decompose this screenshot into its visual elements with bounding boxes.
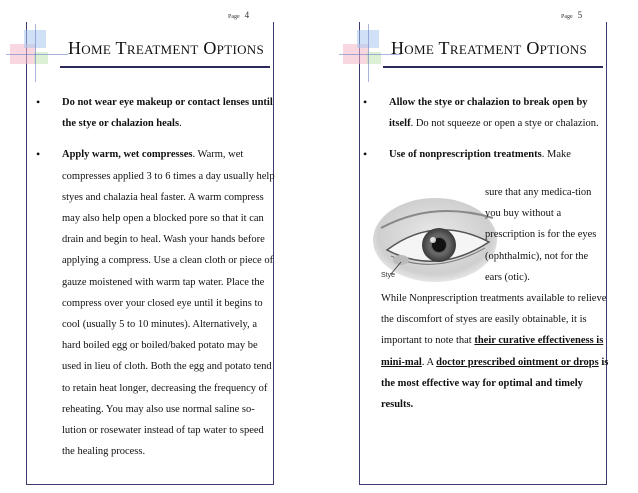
page-content xyxy=(36,92,276,472)
bullet-icon: • xyxy=(36,95,41,109)
page-label: Page xyxy=(561,14,573,20)
bullet-icon: • xyxy=(363,147,368,162)
left-page xyxy=(0,0,300,493)
page-heading: Home Treatment Options xyxy=(68,38,264,58)
bullet-bold-text: Apply warm, wet compresses xyxy=(62,149,193,161)
bullet-text: . Do not squeeze or open a stye or chalazion. xyxy=(410,118,599,130)
bullet-text: . Make xyxy=(541,149,571,161)
bullet-bold-text: Do not wear eye makeup or contact lenses until the stye or chalazion heals xyxy=(62,97,273,130)
page-number xyxy=(561,10,582,20)
list-item xyxy=(363,144,608,165)
heading-rule xyxy=(383,66,603,68)
list-item xyxy=(363,92,608,134)
emphasis-text: their curative effectiveness is mini-mal xyxy=(381,335,604,368)
decorative-squares-icon xyxy=(339,22,399,82)
paragraph-text: . A xyxy=(421,356,437,368)
right-page xyxy=(333,0,638,493)
page-label: Page xyxy=(228,14,240,20)
bullet-text: . Warm, wet compresses applied 3 to 6 times a day usually help styes and chalazia heal faster. A warm compress may also help open a blocked pore so that it can drain and begin to heal. Wash your hands before applying a compress. Use a clean cloth or piece of gauze moistened with warm tap water. Place the compress over your closed eye until it begins to cool (usually 5 to 10 minutes). Alternatively, a hard boiled egg or boiled/baked potato may be used in lieu of cloth. Both the egg and potato tend to retain heat longer, decreasing the frequency of reheating. You may also use normal saline so-lution or rosewater instead of tap water to speed the healing process. xyxy=(62,149,275,458)
page-content xyxy=(363,92,608,176)
bullet-icon: • xyxy=(363,95,368,109)
page-number-value: 5 xyxy=(577,10,583,20)
paragraph xyxy=(381,288,611,415)
bullet-bold-text: Allow the stye or chalazion to break open by itself xyxy=(389,97,588,130)
emphasis-text: doctor prescribed ointment or drops xyxy=(436,356,599,368)
bullet-bold-text: Use of nonprescription treatments xyxy=(389,149,542,161)
page-number xyxy=(228,10,249,20)
list-item xyxy=(36,144,276,462)
stye-eye-image xyxy=(373,190,497,286)
image-label: Stye xyxy=(381,272,396,279)
decorative-squares-icon xyxy=(6,22,66,82)
heading-rule xyxy=(60,66,270,68)
page-number-value: 4 xyxy=(244,10,250,20)
paragraph-text: While Nonprescription treatments available to relieve the discomfort of styes are easily obtainable, it is important to note that xyxy=(381,293,607,347)
bullet-icon: • xyxy=(36,147,41,162)
page-heading: Home Treatment Options xyxy=(391,38,587,58)
bullet-text: . xyxy=(179,118,182,130)
wrapped-text: sure that any medica-tion you buy without a prescription is for the eyes (ophthalmic), not for the ears (otic). xyxy=(485,187,597,283)
bold-text: is the most effective way for optimal and timely results. xyxy=(381,356,609,411)
list-item xyxy=(36,92,276,134)
